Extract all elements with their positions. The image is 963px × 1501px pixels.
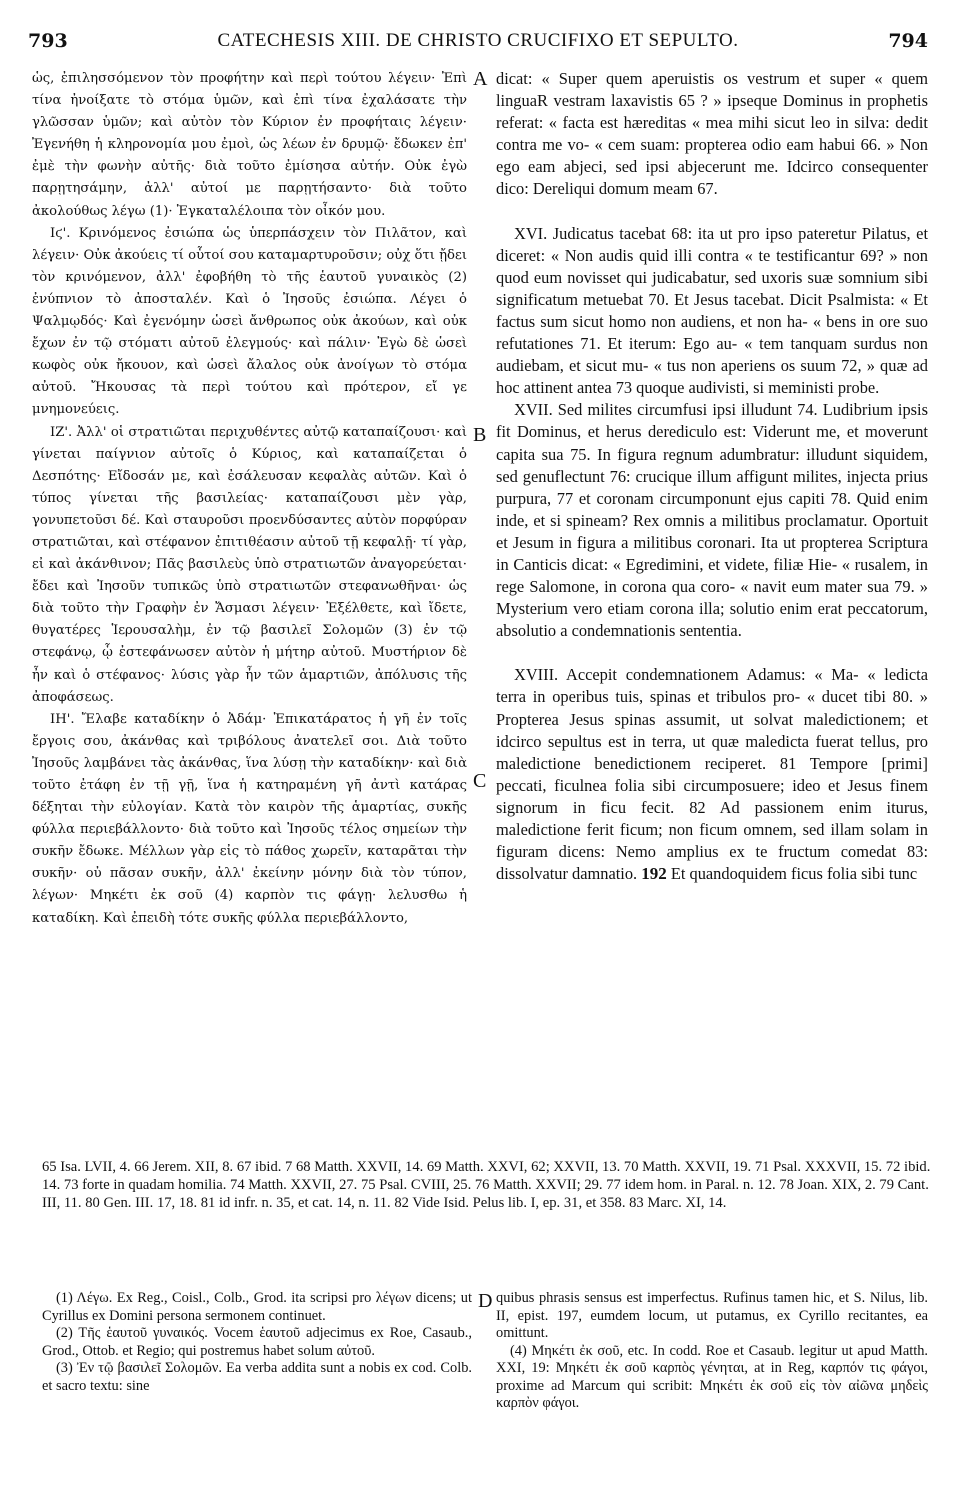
latin-column: [496, 68, 928, 885]
greek-column: [32, 68, 467, 930]
latin-paragraph-18: XVIII. Accepit condemnationem Adamus: « Ma- « ledicta terra in operibus tuis, spinas et tribulos pro- « ducet tibi 80. » Propterea Jesus spinas assumit, ut solvat maledictionem; et idcirco sepultus est in terra, ut quæ maledicta fuerat tellus, pro maledictione benedictionem reciperet. 81 Tempore [primi] peccati, ficulnea folia sibi circumposuere; ideo et Jesus finem signorum in ficu fecit. 82 Ad passionem enim iturus, maledictione ferit ficum; non ficum omnem, sed illam solam in figuram dicens: Nemo amplius ex te fructum comedat 83: dissolvatur damnatio. 192 Et quandoquidem ficus folia sibi tunc: [496, 665, 928, 884]
footnote-2: (2) Τῆς ἑαυτοῦ γυναικός. Vocem ἑαυτοῦ adjecimus ex Roe, Casaub., Grod., Ottob. et Regio; qui postremus habet solum αὐτοῦ.: [42, 1325, 472, 1359]
footnote-3: (3) Ἐν τῷ βασιλεῖ Σολομῶν. Ea verba addita sunt a nobis ex cod. Colb. et sacro textu: sine: [42, 1360, 472, 1394]
greek-paragraph-17: ΙΖ'. Ἀλλ' οἱ στρατιῶται περιχυθέντες αὐτῷ καταπαίζουσι· καὶ γίνεται παίγνιον αὐτοῖς ὁ Κύριος, καὶ καταπαίζεται ὁ Δεσπότης· Εἴδοσάν με, καὶ ἐσάλευσαν κεφαλὰς αὐτῶν. Καὶ ὁ τύπος γίνεται τῆς βασιλείας· καταπαίζουσι μὲν γὰρ, γονυπετοῦσι δέ. Καὶ σταυροῦσι προενδύσαντες αὐτὸν πορφύραν στρατιῶται, καὶ στέφανον ἐπιτιθέασιν αὐτοῦ τῇ κεφαλῇ· τί γὰρ, εἰ καὶ ἀκάνθινον; Πᾶς βασιλεὺς ὑπὸ στρατιωτῶν ἀναγορεύεται· ἔδει καὶ Ἰησοῦν τυπικῶς ὑπὸ στρατιωτῶν στεφανωθῆναι· ὡς διὰ τοῦτο τὴν Γραφὴν ἐν Ἄσμασι λέγειν· Ἐξέλθετε, καὶ ἴδετε, θυγατέρες Ἱερουσαλὴμ, ἐν τῷ βασιλεῖ Σολομῶν (3) ἐν τῷ στεφάνῳ, ᾧ ἐστεφάνωσεν αὐτὸν ἡ μήτηρ αὐτοῦ. Μυστήριον δὲ ἦν καὶ ὁ στέφανος· λύσις γὰρ ἦν τῶν ἁμαρτιῶν, ἀπόλυσις τῆς ἀποφάσεως.: [32, 424, 467, 705]
latin-paragraph-16: XVI. Judicatus tacebat 68: ita ut pro ipso pateretur Pilatus, et diceret: « Non audis quid illi contra « te testificantur 69? » non quod eum novisset qui judicabatur, sed uxoris suæ somnium sibi significatum metuebat 70. Et Jesus tacebat. Dicit Psalmista: « Et factus sum sicut homo non audiens, et non ha- « bens in ore suo refutationes 71. Et iterum: Ego au- « tem tanquam surdus non audiebam, et sicut mu- « tus non aperiens os suum 72, » quæ ad hoc attinent antea 73 quoque audivisti, si meministi probe.: [496, 223, 928, 398]
footnote-1: (1) Λέγω. Ex Reg., Coisl., Colb., Grod. ita scripsi pro λέγων dicens; ut Cyrillus ex Domini persona sermonem continuet.: [42, 1290, 472, 1324]
greek-paragraph-18: ΙΗ'. Ἔλαβε καταδίκην ὁ Ἀδάμ· Ἐπικατάρατος ἡ γῆ ἐν τοῖς ἔργοις σου, ἀκάνθας καὶ τριβόλους ἀνατελεῖ σοι. Διὰ τοῦτο Ἰησοῦς λαμβάνει τὰς ἀκάνθας, ἵνα λύσῃ τὴν καταδίκην· καὶ διὰ τοῦτο ἐτάφη ἐν τῇ γῇ, ἵνα ἡ κατηραμένη γῆ ἀντὶ κατάρας δέξηται τὴν εὐλογίαν. Κατὰ τὸν καιρὸν τῆς ἁμαρτίας, συκῆς φύλλα περιεβάλλοντο· διὰ τοῦτο καὶ Ἰησοῦς τέλος σημείων τὴν συκῆν ἔδωκε. Μέλλων γὰρ εἰς τὸ πάθος χωρεῖν, καταρᾶται τὴν συκῆν· οὐ πᾶσαν συκῆν, ἀλλ' ἐκείνην μόνην διὰ τὸν τύπον, λέγων· Μηκέτι ἐκ σοῦ (4) καρπὸν τις φάγῃ· λελυσθω ἡ καταδίκη. Καὶ ἐπειδὴ τότε συκῆς φύλλα περιεβάλλοντο,: [32, 711, 467, 926]
margin-marker-b: B: [473, 424, 487, 446]
footnotes-right: [496, 1290, 928, 1413]
latin-paragraph-1: dicat: « Super quem aperuistis os vestrum et super « quem linguaR vestram laxavistis 65 ? » ipseque Dominus in prophetis referat: « facta est hæreditas « mea mihi sicut leo in silva: dedit contra me vo- « cem suam: propterea odio eam habui 66. » Non ego eam abjeci, sed ipsi abjecerunt me. Idcirco consequenter dico: Dereliqui domum meam 67.: [496, 69, 928, 199]
latin-paragraph-17: XVII. Sed milites circumfusi ipsi illudunt 74. Ludibrium ipsis fit Dominus, et herus derediculo est: Viderunt me, et moverunt capita sua 75. In figura regnum adumbratur: illudunt siquidem, sed genuflectunt 76: crucique illum affigunt milites, injecta prius purpura, 77 et coronam circumponunt ejus capiti 78. Quid enim inde, et si spineam? Rex omnis a militibus proclamatur. Oportuit et Jesum in figura a militibus coronari. Ita ut propterea Scriptura in Canticis dicat: « Egredimini, et videte, filiæ Hie- « rusalem, in rege Salomone, in corona qua coro- « navit eum mater sua 79. » Mysterium vero etiam corona illa; solutio enim erat peccatorum, absolutio a condemnationis sententia.: [496, 400, 928, 641]
margin-marker-d: D: [478, 1290, 493, 1312]
footnote-4: (4) Μηκέτι ἐκ σοῦ, etc. In codd. Roe et Casaub. legitur ut apud Matth. XXI, 19: Μηκέτι ἐκ σοῦ καρπὸς γένηται, at in Reg, καρπόν τις φάγοι, proxime ad Marcum qui scribit: Μηκέτι ἐκ σοῦ εἰς τὸν αἰῶνα μηδεὶς καρπὸν φάγοι.: [496, 1342, 928, 1411]
footnotes-left: [42, 1290, 472, 1395]
greek-paragraph-1: ὡς, ἐπιλησσόμενον τὸν προφήτην καὶ περὶ τούτου λέγειν· Ἐπὶ τίνα ἠνοίξατε τὸ στόμα ὑμῶν, καὶ ἐπὶ τίνα ἐχαλάσατε τὴν γλῶσσαν ὑμῶν; καὶ αὐτὸν τὸν Κύριον ἐν προφήταις λέγειν· Ἐγενήθη ἡ κληρονομία μου ἐμοὶ, ὡς λέων ἐν δρυμῷ· ἔδωκεν ἐπ' ἐμὲ τὴν φωνὴν αὐτῆς· διὰ τοῦτο ἐμίσησα αὐτήν. Οὐκ ἐγὼ παρῃτησάμην, ἀλλ' αὐτοί με παρῃτήσαντο· διὰ τοῦτο ἀκολούθως λέγω (1)· Ἐγκαταλέλοιπα τὸν οἶκόν μου.: [32, 71, 467, 219]
footnote-3-continued: quibus phrasis sensus est imperfectus. Rufinus tamen hic, et S. Nilus, lib. II, epist. 197, eumdem locum, ut putamus, ex Cyrillo recitantes, ea omittunt.: [496, 1290, 928, 1341]
margin-marker-c: C: [473, 770, 487, 792]
column-number: 192: [641, 864, 667, 884]
running-title: CATECHESIS XIII. DE CHRISTO CRUCIFIXO ET SEPULTO.: [217, 30, 739, 51]
margin-marker-a: A: [473, 68, 488, 90]
page-number-left: 793: [28, 30, 68, 52]
running-header: [28, 30, 928, 60]
scripture-notes: 65 Isa. LVII, 4. 66 Jerem. XII, 8. 67 ibid. 7 68 Matth. XXVII, 14. 69 Matth. XXVI, 62; XXVII, 13. 70 Matth. XXVII, 19. 71 Psal. XXXVII, 15. 72 ibid. 14. 73 forte in quadam homilia. 74 Matth. XXVII, 27. 75 Psal. CVIII, 25. 76 Matth. XXVII; 29. 77 idem hom. in Paral. n. 12. 78 Joan. XIX, 2. 79 Cant. III, 11. 80 Gen. III. 17, 18. 81 id infr. n. 35, et cat. 14, n. 11. 82 Vide Isid. Pelus lib. I, ep. 31, et 358. 83 Marc. XI, 14.: [42, 1159, 931, 1211]
greek-paragraph-16: Ιϛ'. Κρινόμενος ἐσιώπα ὡς ὑπερπάσχειν τὸν Πιλᾶτον, καὶ λέγειν· Οὐκ ἀκούεις τί οὗτοί σου καταμαρτυροῦσιν; οὐχ ὅτι ᾔδει τὸν κρινόμενον, ἀλλ' ἐφοβήθη τὸ τῆς ἑαυτοῦ γυναικὸς (2) ἐνύπνιον τὸ ἀποσταλέν. Καὶ ὁ Ἰησοῦς ἐσιώπα. Λέγει ὁ Ψαλμῳδός· Καὶ ἐγενόμην ὡσεὶ ἄνθρωπος οὐκ ἀκούων, καὶ οὐκ ἔχων ἐν τῷ στόματι αὐτοῦ ἐλεγμούς· καὶ πάλιν· Ἐγὼ δὲ ὡσεὶ κωφὸς οὐκ ἤκουον, καὶ ὡσεὶ ἄλαλος οὐκ ἀνοίγων τὸ στόμα αὐτοῦ. Ἤκουσας τὰ περὶ τούτου καὶ πρότερον, εἴ γε μνημονεύεις.: [32, 225, 467, 418]
page-number-right: 794: [888, 30, 928, 52]
